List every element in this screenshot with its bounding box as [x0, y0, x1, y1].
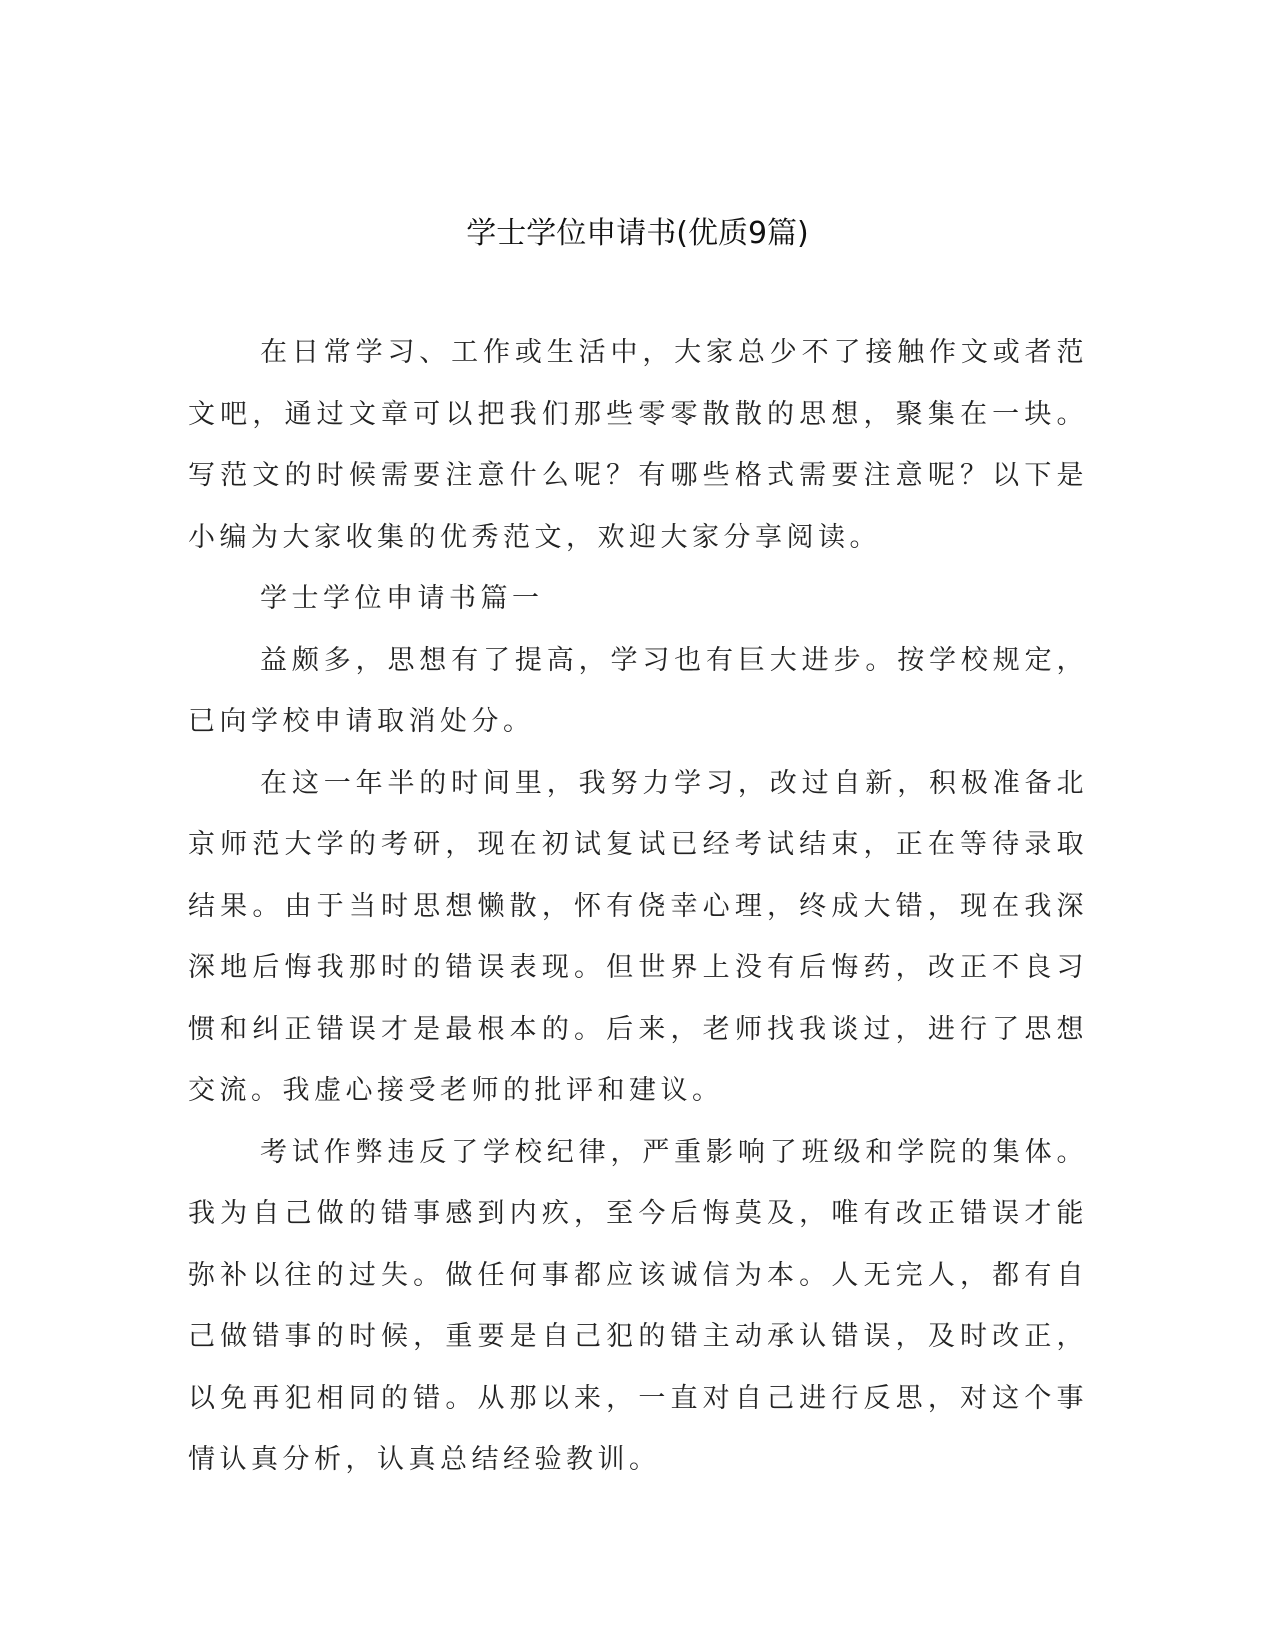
section-heading: 学士学位申请书篇一	[260, 583, 544, 614]
document-title: 学士学位申请书(优质9篇)	[466, 216, 809, 251]
body-paragraph: 益颇多，思想有了提高，学习也有巨大进步。按学校规定，已向学校申请取消处分。	[188, 644, 1088, 737]
body-paragraph: 在这一年半的时间里，我努力学习，改过自新，积极准备北京师范大学的考研，现在初试复试已经考试结束，正在等待录取结果。由于当时思想懒散，怀有侥幸心理，终成大错，现在我深深地后悔我那时的错误表现。但世界上没有后悔药，改正不良习惯和纠正错误才是最根本的。后来，老师找我谈过，进行了思想交流。我虚心接受老师的批评和建议。	[188, 767, 1088, 1106]
body-paragraph: 考试作弊违反了学校纪律，严重影响了班级和学院的集体。我为自己做的错事感到内疚，至今后悔莫及，唯有改正错误才能弥补以往的过失。做任何事都应该诚信为本。人无完人，都有自己做错事的时候，重要是自己犯的错主动承认错误，及时改正，以免再犯相同的错。从那以来，一直对自己进行反思，对这个事情认真分析，认真总结经验教训。	[188, 1136, 1088, 1475]
intro-paragraph: 在日常学习、工作或生活中，大家总少不了接触作文或者范文吧，通过文章可以把我们那些零零散散的思想，聚集在一块。写范文的时候需要注意什么呢？有哪些格式需要注意呢？以下是小编为大家收集的优秀范文，欢迎大家分享阅读。	[188, 337, 1088, 553]
document-body	[188, 322, 1088, 1491]
